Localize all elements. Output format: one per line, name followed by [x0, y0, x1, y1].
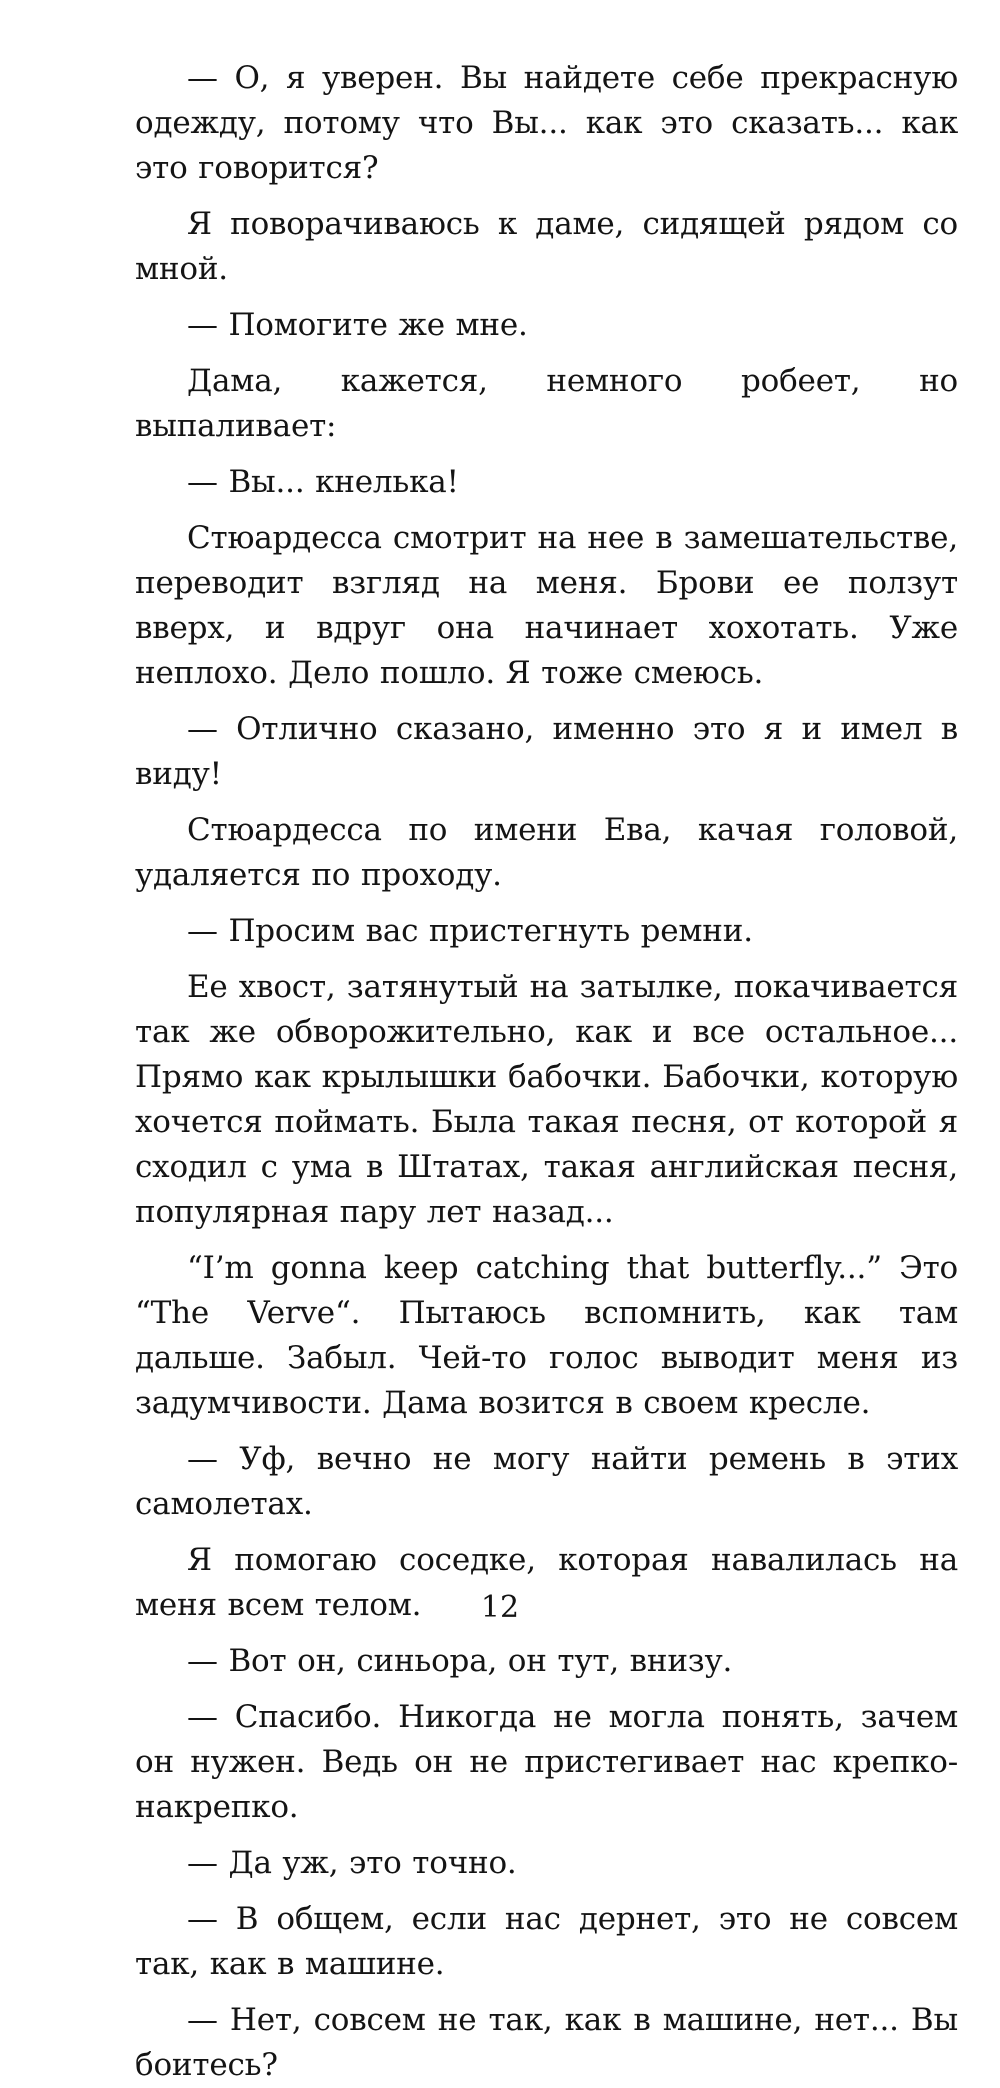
paragraph: Стюардесса смотрит на нее в замешательстве, переводит взгляд на меня. Брови ее ползут вверх, и вдруг она начинает хохотать. Уже неплохо. Дело пошло. Я тоже смеюсь.	[135, 520, 958, 691]
paragraph: — Спасибо. Никогда не могла понять, зачем он нужен. Ведь он не пристегивает нас крепко-накрепко.	[135, 1699, 958, 1825]
paragraph: — Нет, совсем не так, как в машине, нет... Вы боитесь?	[135, 2002, 958, 2083]
paragraph: — О, я уверен. Вы найдете себе прекрасную одежду, потому что Вы... как это сказать... как это говорится?	[135, 60, 958, 186]
paragraph: — Отлично сказано, именно это я и имел в виду!	[135, 711, 958, 792]
paragraph: Дама, кажется, немного робеет, но выпаливает:	[135, 363, 958, 444]
paragraph: — Уф, вечно не могу найти ремень в этих самолетах.	[135, 1441, 958, 1522]
page-number: 12	[480, 1590, 520, 1625]
paragraph: — В общем, если нас дернет, это не совсем так, как в машине.	[135, 1901, 958, 1982]
paragraph: Я помогаю соседке, которая навалилась на меня всем телом.	[135, 1542, 958, 1623]
paragraph: — Вот он, синьора, он тут, внизу.	[187, 1643, 733, 1679]
paragraph: — Просим вас пристегнуть ремни.	[187, 913, 753, 949]
paragraph: — Вы... кнелька!	[187, 464, 459, 500]
paragraph: — Да уж, это точно.	[187, 1845, 517, 1881]
paragraph: — Помогите же мне.	[187, 307, 528, 343]
paragraph: “I’m gonna keep catching that butterfly...” Это “The Verve“. Пытаюсь вспомнить, как там дальше. Забыл. Чей-то голос выводит меня из задумчивости. Дама возится в своем кресле.	[135, 1250, 958, 1421]
page-body-text	[135, 56, 958, 2088]
paragraph: Ее хвост, затянутый на затылке, покачивается так же обворожительно, как и все остальное... Прямо как крылышки бабочки. Бабочки, которую хочется поймать. Была такая песня, от которой я сходил с ума в Штатах, такая английская песня, популярная пару лет назад...	[135, 969, 958, 1230]
paragraph: Стюардесса по имени Ева, качая головой, удаляется по проходу.	[135, 812, 958, 893]
paragraph: Я поворачиваюсь к даме, сидящей рядом со мной.	[135, 206, 958, 287]
